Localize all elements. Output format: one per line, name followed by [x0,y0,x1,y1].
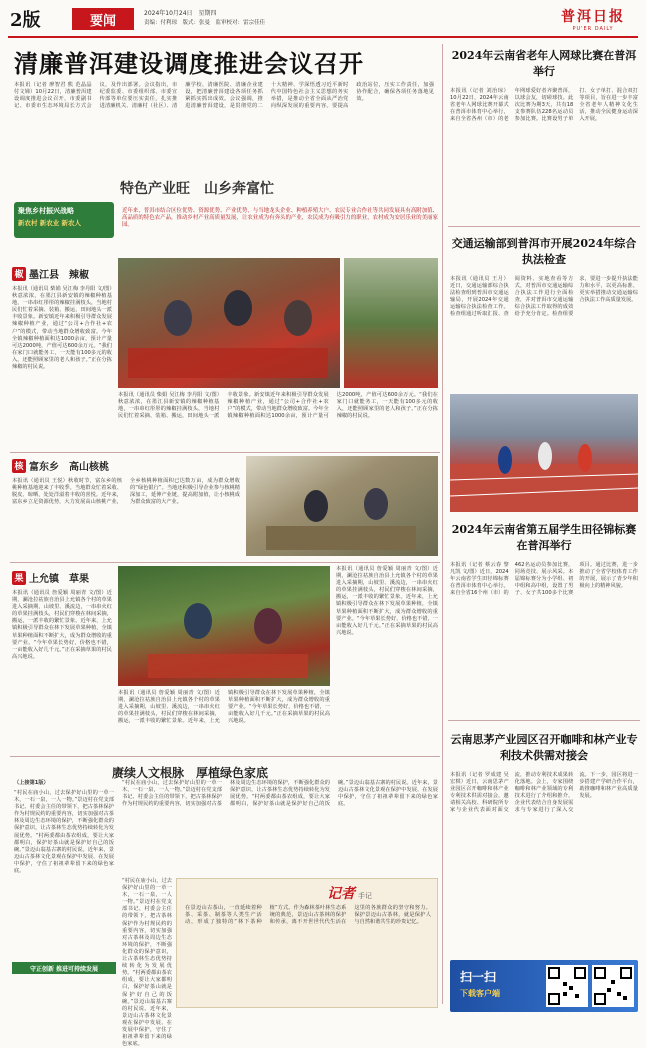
story-tag-chili-label: 墨江县 辣椒 [29,270,89,281]
story-tag-cardamom [12,570,89,585]
athletics-photo-runners [450,394,638,512]
walnut-icon: 核 [12,459,26,473]
story-tag-chili [12,266,89,281]
sidebar-divider-2 [448,720,640,721]
athletics-photo [450,394,638,512]
culture-subtitle: （上接第1版） [14,780,49,786]
patent-headline: 云南思茅产业园区召开咖啡和林产业专利技术供需对接会 [450,733,638,762]
chili-sorting-photo [118,258,340,388]
story-cardamom-body: 本报讯（通讯员 詹爱颖 周丽青 文/图）近期，澜沧拉祜族自治县上允镇各个村的草果进入采摘期，山坡里、溪流边，一串串火红的草果挂满枝头，村民们穿梭在林间采摘，搬运，一派丰收的繁忙景象。近年来，上允镇积极引导群众在林下发展草果种植，全镇草果种植面积不断扩大，成为群众增收的重要产业。“今年草果长势好，价格也不错，一亩能收入好几千元。”正在采摘草果的村民高兴地说。 [12,590,112,660]
patent-body: 本报讯（记者 罗成建 吴宏棋）近日，云南思茅产业园区召开咖啡和林产业专利技术供需对接会，邀请相关高校、科研院所专家与企业代表面对面交流，推动专利技术成果转化落地。会上，专家围绕咖啡和林产业领域的专利技术进行了介绍和推介，企业代表结合自身发展需求与专家进行了深入交流。下一步，园区将进一步搭建产学研合作平台，助推咖啡和林产业高质量发展。 [450,772,638,814]
athletics-body: 本报讯（记者 蔡云春 黎凡凯 文/图）近日，2024年云南省学生田径锦标赛在普洱市体育中心举行。来自全省16个州（市）的462名运动员参加比赛，同场竞技、展示风采。本届锦标赛分为小学组、初中组和高中组，设置了男子、女子共100多个比赛项目。通过比赛，进一步推动了全省学校体育工作的开展，展示了青少年积极向上的精神风貌。 [450,562,638,597]
qr-code-left[interactable] [546,965,588,1007]
main-headline: 清廉普洱建设调度推进会议召开 [14,49,364,78]
story-divider-2 [10,562,440,563]
sidebar-divider-1 [448,226,640,227]
story-divider-1 [10,452,440,453]
traffic-headline: 交通运输部到普洱市开展2024年综合执法检查 [451,237,637,266]
masthead-title: 普洱日报 [561,9,625,25]
promo-download-label: 下载客户端 [460,989,500,998]
page-number: 2版 [10,10,41,31]
culture-body-bottom: “村民在庙小山，过去保护好山里的一草一木，一石一泉，一人一物。”景迈村在党支部书记、村委会主任的带领下，把古茶林保护作为村规民约的重要内容，切实加强对古茶林及周边生态环境的保护，不断强化群众的保护意识，让古茶林生态优势持续转化为发展优势。“村两委都由茶农组成，要让大家都明白，保护好茶山就是保护好自己的饭碗。”景迈山翁基古寨的村民说。近年来，景迈山古茶林文化景观在保护中发展、在发展中保护，守住了祖祖辈辈留下来的绿色家底。 [122,878,172,1048]
app-promo-banner[interactable] [450,960,638,1012]
reporter-notes-heading [327,883,372,903]
main-article-body: 本报讯（记者 廖智君 熊 范晶晶 付文娣）10月22日，清廉普洱建设调度推进会议召开，市委副书记、市委市生态环境局长方式会议，及作出部署。会议指出，市纪委监委、市委组织部、市委宣传部等单位要压实责任，扎实推进清廉机关、清廉村（社区）、清廉学校、清廉医院、清廉企业建设，把清廉普洱建设各项任务抓紧抓实抓出成效。会议强调，推进清廉普洱建设，是贯彻党的二十大精神、学深悟透习近平新时代中国特色社会主义思想的务实举措，是推动全省全面从严治党向纵深发展的重要内容。要提高政治站位，压实工作责任，加强协作配合，确保各项任务落地见效。 [14,82,434,110]
story-cardamom-side: 本报讯（通讯员 詹爱颖 周丽青 文/图）近期，澜沧拉祜族自治县上允镇各个村的草果进入采摘期，山坡里、溪流边，一串串火红的草果挂满枝头，村民们穿梭在林间采摘，搬运，一派丰收的繁忙景象。近年来，上允镇积极引导群众在林下发展草果种植，全镇草果种植面积不断扩大，成为群众增收的重要产业。“今年草果长势好，价格也不错，一亩能收入好几千元。”正在采摘草果的村民高兴地说。 [336,566,438,636]
feature-badge-line2: 新农村 新农业 新农人 [18,219,82,227]
editor-credits: 责编：付利琼 版式：张曼 监审校对：雷宗佳佳 [144,20,266,26]
chili-field-photo [344,258,438,388]
cardamom-picking-photo [118,566,330,686]
reporter-notes-body: 在景迈山古茶山，一直延续着种茶、采茶、制茶等人类生产活动，形成了独特的“林下茶种植”方式。作为森林茶叶林生态系统的典范，景迈山古茶林的保护和传承，离不开世世代代生活在这里的各族群众的坚守和努力。保护景迈山古茶林，就是保护人与自然和谐共生的珍贵记忆。 [185,905,431,926]
culture-divider [10,756,440,757]
feature-banner [10,172,440,242]
reporter-notes-title: 记者 [327,886,355,902]
athletics-headline: 2024年云南省第五届学生田径锦标赛在普洱举行 [451,523,637,552]
cardamom-icon: 果 [12,571,26,585]
culture-tag: 守正创新 推进可持续发展 [29,965,99,973]
story-chili-body: 本报讯（通讯员 柴娟 吴江梅 李丹阳 文/图）秋意浓浓，在墨江县新安镇的辣椒种植基地，一串串红彤彤的辣椒挂满枝头，当地村民们忙着采摘、装箱、搬运，田间地头一派丰收景象。新安镇近年来积极引导群众发展辣椒种植产业，通过“公司+合作社+农户”的模式，带动当地群众增收致富。今年全镇辣椒种植面积达1000余亩，预计产量可达2000吨，产值可达600余万元。“我们在家门口就能务工，一天能有100多元的收入，还能照顾家里的老人和孩子。”正在分拣辣椒的村民说。 [12,286,112,371]
section-label-box [72,8,134,30]
story-tag-walnut [12,458,109,473]
masthead-logo [548,6,638,32]
qr-code-right[interactable] [592,965,634,1007]
reporter-notes-box [176,878,438,1008]
issue-date: 2024年10月24日 星期四 [144,10,217,17]
culture-tag-box [12,962,116,974]
traffic-body: 本报讯（通讯员 王月）近日，交通运输部综合执法检查组到普洱市交通运输局，开展2024年交通运输综合执法检查工作。检查组通过听取汇报、查阅资料、实地查看等方式，对普洱市交通运输综合执法工作进行全面检查，并对普洱市交通运输综合执法工作取得的成效给予充分肯定。检查组要求，要进一步提升执法能力和水平，以更高标准、更实举措推动交通运输综合执法工作高质量发展。 [450,276,638,318]
feature-intro: 近年来，普洱市结合区位优势、资源优势、产业优势，与当地龙头企业、种植养殖大户、农民专业合作社等共同发展具有高附加值、高品质的特色农产品，推动乡村产业高质量发展，让农业成为有奔头的产业，农民成为有吸引力的职业，农村成为安居乐业的美丽家园。 [122,208,438,229]
page-number-tab [10,6,60,32]
feature-badge-line1: 聚焦乡村振兴战略 [18,207,74,215]
column-divider [442,44,443,1004]
page-header [0,0,646,40]
qr-code-icon-2 [592,965,634,1007]
walnut-harvest-photo [246,456,438,556]
section-label: 要闻 [89,13,116,29]
qr-code-icon [546,965,588,1007]
culture-headline: 赓续人文根脉 厚植绿色家底 [112,766,269,780]
story-tag-cardamom-label: 上允镇 草果 [29,574,89,585]
tennis-body: 本报讯（记者 刘治琼）10月22日，2024年云南省老年人网球比赛开幕式在普洱市体育中心举行，来自全省各州（市）的老年网球爱好者齐聚普洱，以球会友，切磋球技。此次比赛为期3天，共有18支参赛队伍228名运动员参加比赛。比赛设男子单打、女子单打、混合双打等项目，旨在进一步丰富全省老年人精神文化生活，推动全民健身运动深入开展。 [450,88,638,123]
story-walnut-body: 本报讯（通讯员 王悦）秋收时节，富东乡的核桃种植基地迎来了丰收季。当地群众忙着采收、脱皮、晾晒，处处洋溢着丰收的喜悦。近年来，富东乡立足资源优势，大力发展高山核桃产业，全乡核桃种植面积已达数万亩，成为群众增收的“绿色银行”。当地还积极引导企业参与核桃精深加工，延伸产业链，提高附加值，让小核桃成为群众致富的大产业。 [12,478,240,506]
masthead-english: PU'ER DAILY [572,26,614,32]
feature-badge [14,202,114,238]
header-rule [8,36,638,38]
culture-body: “村民在庙小山，过去保护好山里的一草一木，一石一泉，一人一物。”景迈村在党支部书记、村委会主任的带领下，把古茶林保护作为村规民约的重要内容，切实加强对古茶林及周边生态环境的保护，不断强化群众的保护意识，让古茶林生态优势持续转化为发展优势。“村两委都由茶农组成，要让大家都明白，保护好茶山就是保护好自己的饭碗。”景迈山翁基古寨的村民说。近年来，景迈山古茶林文化景观在保护中发展、在发展中保护，守住了祖祖辈辈留下来的绿色家底。 [14,790,114,875]
feature-title: 特色产业旺 山乡奔富忙 [120,181,274,197]
reporter-notes-subtitle: 手记 [358,892,372,900]
story-tag-walnut-label: 富东乡 高山核桃 [29,462,109,473]
culture-body-cols: “村民在庙小山，过去保护好山里的一草一木，一石一泉，一人一物。”景迈村在党支部书记、村委会主任的带领下，把古茶林保护作为村规民约的重要内容，切实加强对古茶林及周边生态环境的保护，不断强化群众的保护意识，让古茶林生态优势持续转化为发展优势。“村两委都由茶农组成，要让大家都明白，保护好茶山就是保护好自己的饭碗。”景迈山翁基古寨的村民说。近年来，景迈山古茶林文化景观在保护中发展、在发展中保护，守住了祖祖辈辈留下来的绿色家底。 [122,780,438,808]
chili-icon: 椒 [12,267,26,281]
promo-scan-label: 扫一扫 [460,970,497,984]
cardamom-photo-figures [118,566,330,686]
walnut-photo-figures [246,456,438,556]
story-cardamom-continued: 本报讯（通讯员 詹爱颖 周丽青 文/图）近期，澜沧拉祜族自治县上允镇各个村的草果进入采摘期，山坡里、溪流边，一串串火红的草果挂满枝头，村民们穿梭在林间采摘，搬运，一派丰收的繁忙景象。近年来，上允镇积极引导群众在林下发展草果种植，全镇草果种植面积不断扩大，成为群众增收的重要产业。“今年草果长势好，价格也不错，一亩能收入好几千元。”正在采摘草果的村民高兴地说。 [118,690,330,725]
chili-photo-figures [118,258,340,388]
story-chili-continued: 本报讯（通讯员 柴娟 吴江梅 李丹阳 文/图）秋意浓浓，在墨江县新安镇的辣椒种植基地，一串串红彤彤的辣椒挂满枝头，当地村民们忙着采摘、装箱、搬运，田间地头一派丰收景象。新安镇近年来积极引导群众发展辣椒种植产业，通过“公司+合作社+农户”的模式，带动当地群众增收致富。今年全镇辣椒种植面积达1000余亩，预计产量可达2000吨，产值可达600余万元。“我们在家门口就能务工，一天能有100多元的收入，还能照顾家里的老人和孩子。”正在分拣辣椒的村民说。 [118,392,438,420]
tennis-headline: 2024年云南省老年人网球比赛在普洱举行 [451,49,637,78]
